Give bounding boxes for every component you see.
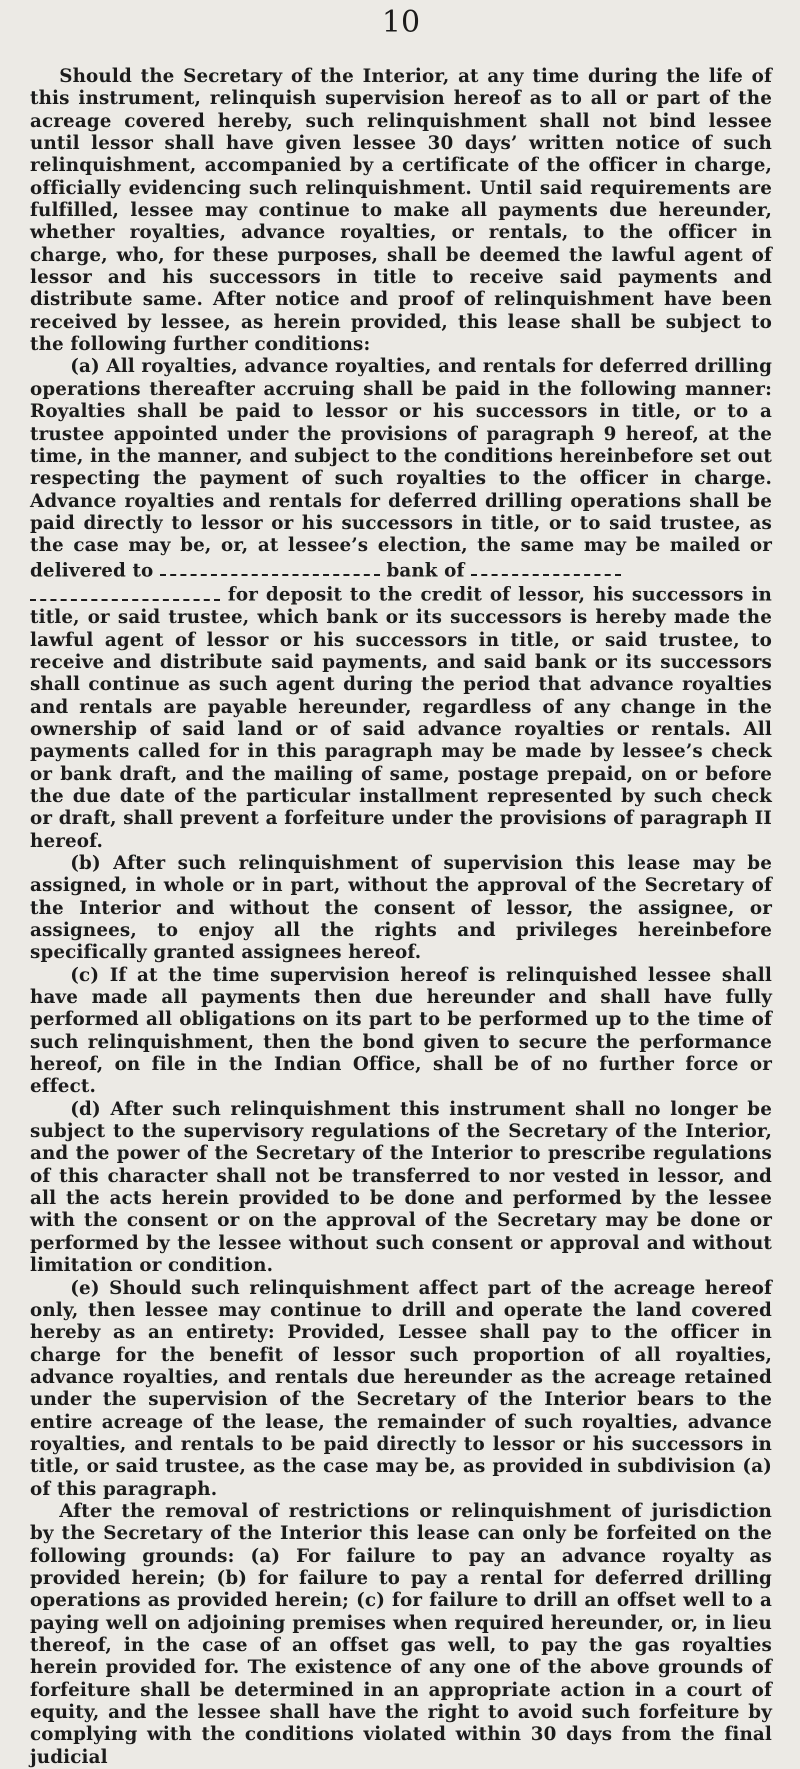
clause-a-text-end: for deposit to the credit of lessor, his successors in title, or said trustee, which bank or its successors is hereby made the lawful agent of lessor or his successors in title, or said trustee, to receive and distribute said payments, and said bank or its successors shall continue as such agent during the period that advance royalties and rentals are payable hereunder, regardless of any change in the ownership of said land or of said advance royalties or rentals. All payments called for in this paragraph may be made by lessee’s check or bank draft, and the mailing of same, postage prepaid, on or before the due date of the particular installment represented by such check or draft, shall prevent a forfeiture under the provisions of paragraph II hereof.: [30, 584, 772, 852]
paragraph-forfeiture: After the removal of restrictions or relinquishment of jurisdiction by the Secretary of the Interior this lease can only be forfeited on the following grounds: (a) For failure to pay an advance royalty as provided herein; (b) for failure to pay a rental for deferred drilling operations as provided herein; (c) for failure to drill an offset well to a paying well on adjoining premises when required hereunder, or, in lieu thereof, in the case of an offset gas well, to pay the gas royalties herein provided for. The existence of any one of the above grounds of forfeiture shall be determined in an appropriate action in a court of equity, and the lessee shall have the right to avoid such forfeiture by complying with the conditions violated within 30 days from the final judicial: [30, 1500, 772, 1768]
clause-a-text-start: (a) All royalties, advance royalties, and rentals for deferred drilling operations thereafter accruing shall be paid in the following manner: Royalties shall be paid to lessor or his successors in title, or to a trustee appointed under the provisions of paragraph 9 hereof, at the time, in the manner, and subject to the conditions hereinbefore set out respecting the payment of such royalties to the officer in charge. Advance royalties and rentals for deferred drilling operations shall be paid directly to lessor or his successors in title, or to said trustee, as the case may be, or, at lessee’s election, the same may be mailed or delivered to: [30, 356, 772, 582]
blank-line-bank-location: [471, 558, 621, 576]
page-number: 10: [381, 5, 421, 40]
paragraph-clause-a: [30, 356, 772, 853]
paragraph-relinquishment-intro: Should the Secretary of the Interior, at any time during the life of this instrument, relinquish supervision hereof as to all or part of the acreage covered hereby, such relinquishment shall not bind lessee until lessor shall have given lessee 30 days’ written notice of such relinquishment, accompanied by a certificate of the officer in charge, officially evidencing such relinquishment. Until said requirements are fulfilled, lessee may continue to make all payments due hereunder, whether royalties, advance royalties, or rentals, to the officer in charge, who, for these purposes, shall be deemed the lawful agent of lessor and his successors in title to receive said payments and distribute same. After notice and proof of relinquishment have been received by lessee, as herein provided, this lease shall be subject to the following further conditions:: [30, 66, 772, 356]
paragraph-clause-e: (e) Should such relinquishment affect part of the acreage hereof only, then lessee may continue to drill and operate the land covered hereby as an entirety: Provided, Lessee shall pay to the officer in charge for the benefit of lessor such proportion of all royalties, advance royalties, and rentals due hereunder as the acreage retained under the supervision of the Secretary of the Interior bears to the entire acreage of the lease, the remainder of such royalties, advance royalties, and rentals to be paid directly to lessor or his successors in title, or said trustee, as the case may be, as provided in subdivision (a) of this paragraph.: [30, 1277, 772, 1500]
paragraph-clause-c: (c) If at the time supervision hereof is relinquished lessee shall have made all payments then due hereunder and shall have fully performed all obligations on its part to be performed up to the time of such relinquishment, then the bond given to secure the performance hereof, on file in the Indian Office, shall be of no further force or effect.: [30, 964, 772, 1098]
clause-a-text-middle: bank of: [386, 560, 465, 582]
paragraph-clause-b: (b) After such relinquishment of supervision this lease may be assigned, in whole or in part, without the approval of the Secretary of the Interior and without the consent of lessor, the assignee, or assignees, to enjoy all the rights and privileges hereinbefore specifically granted assignees hereof.: [30, 852, 772, 964]
blank-line-bank-name: [160, 558, 380, 576]
paragraph-clause-d: (d) After such relinquishment this instrument shall no longer be subject to the supervisory regulations of the Secretary of the Interior, and the power of the Secretary of the Interior to prescribe regulations of this character shall not be transferred to nor vested in lessor, and all the acts herein provided to be done and performed by the lessee with the consent or on the approval of the Secretary may be done or performed by the lessee without such consent or approval and without limitation or condition.: [30, 1098, 772, 1277]
blank-line-bank-location-cont: [30, 582, 220, 600]
